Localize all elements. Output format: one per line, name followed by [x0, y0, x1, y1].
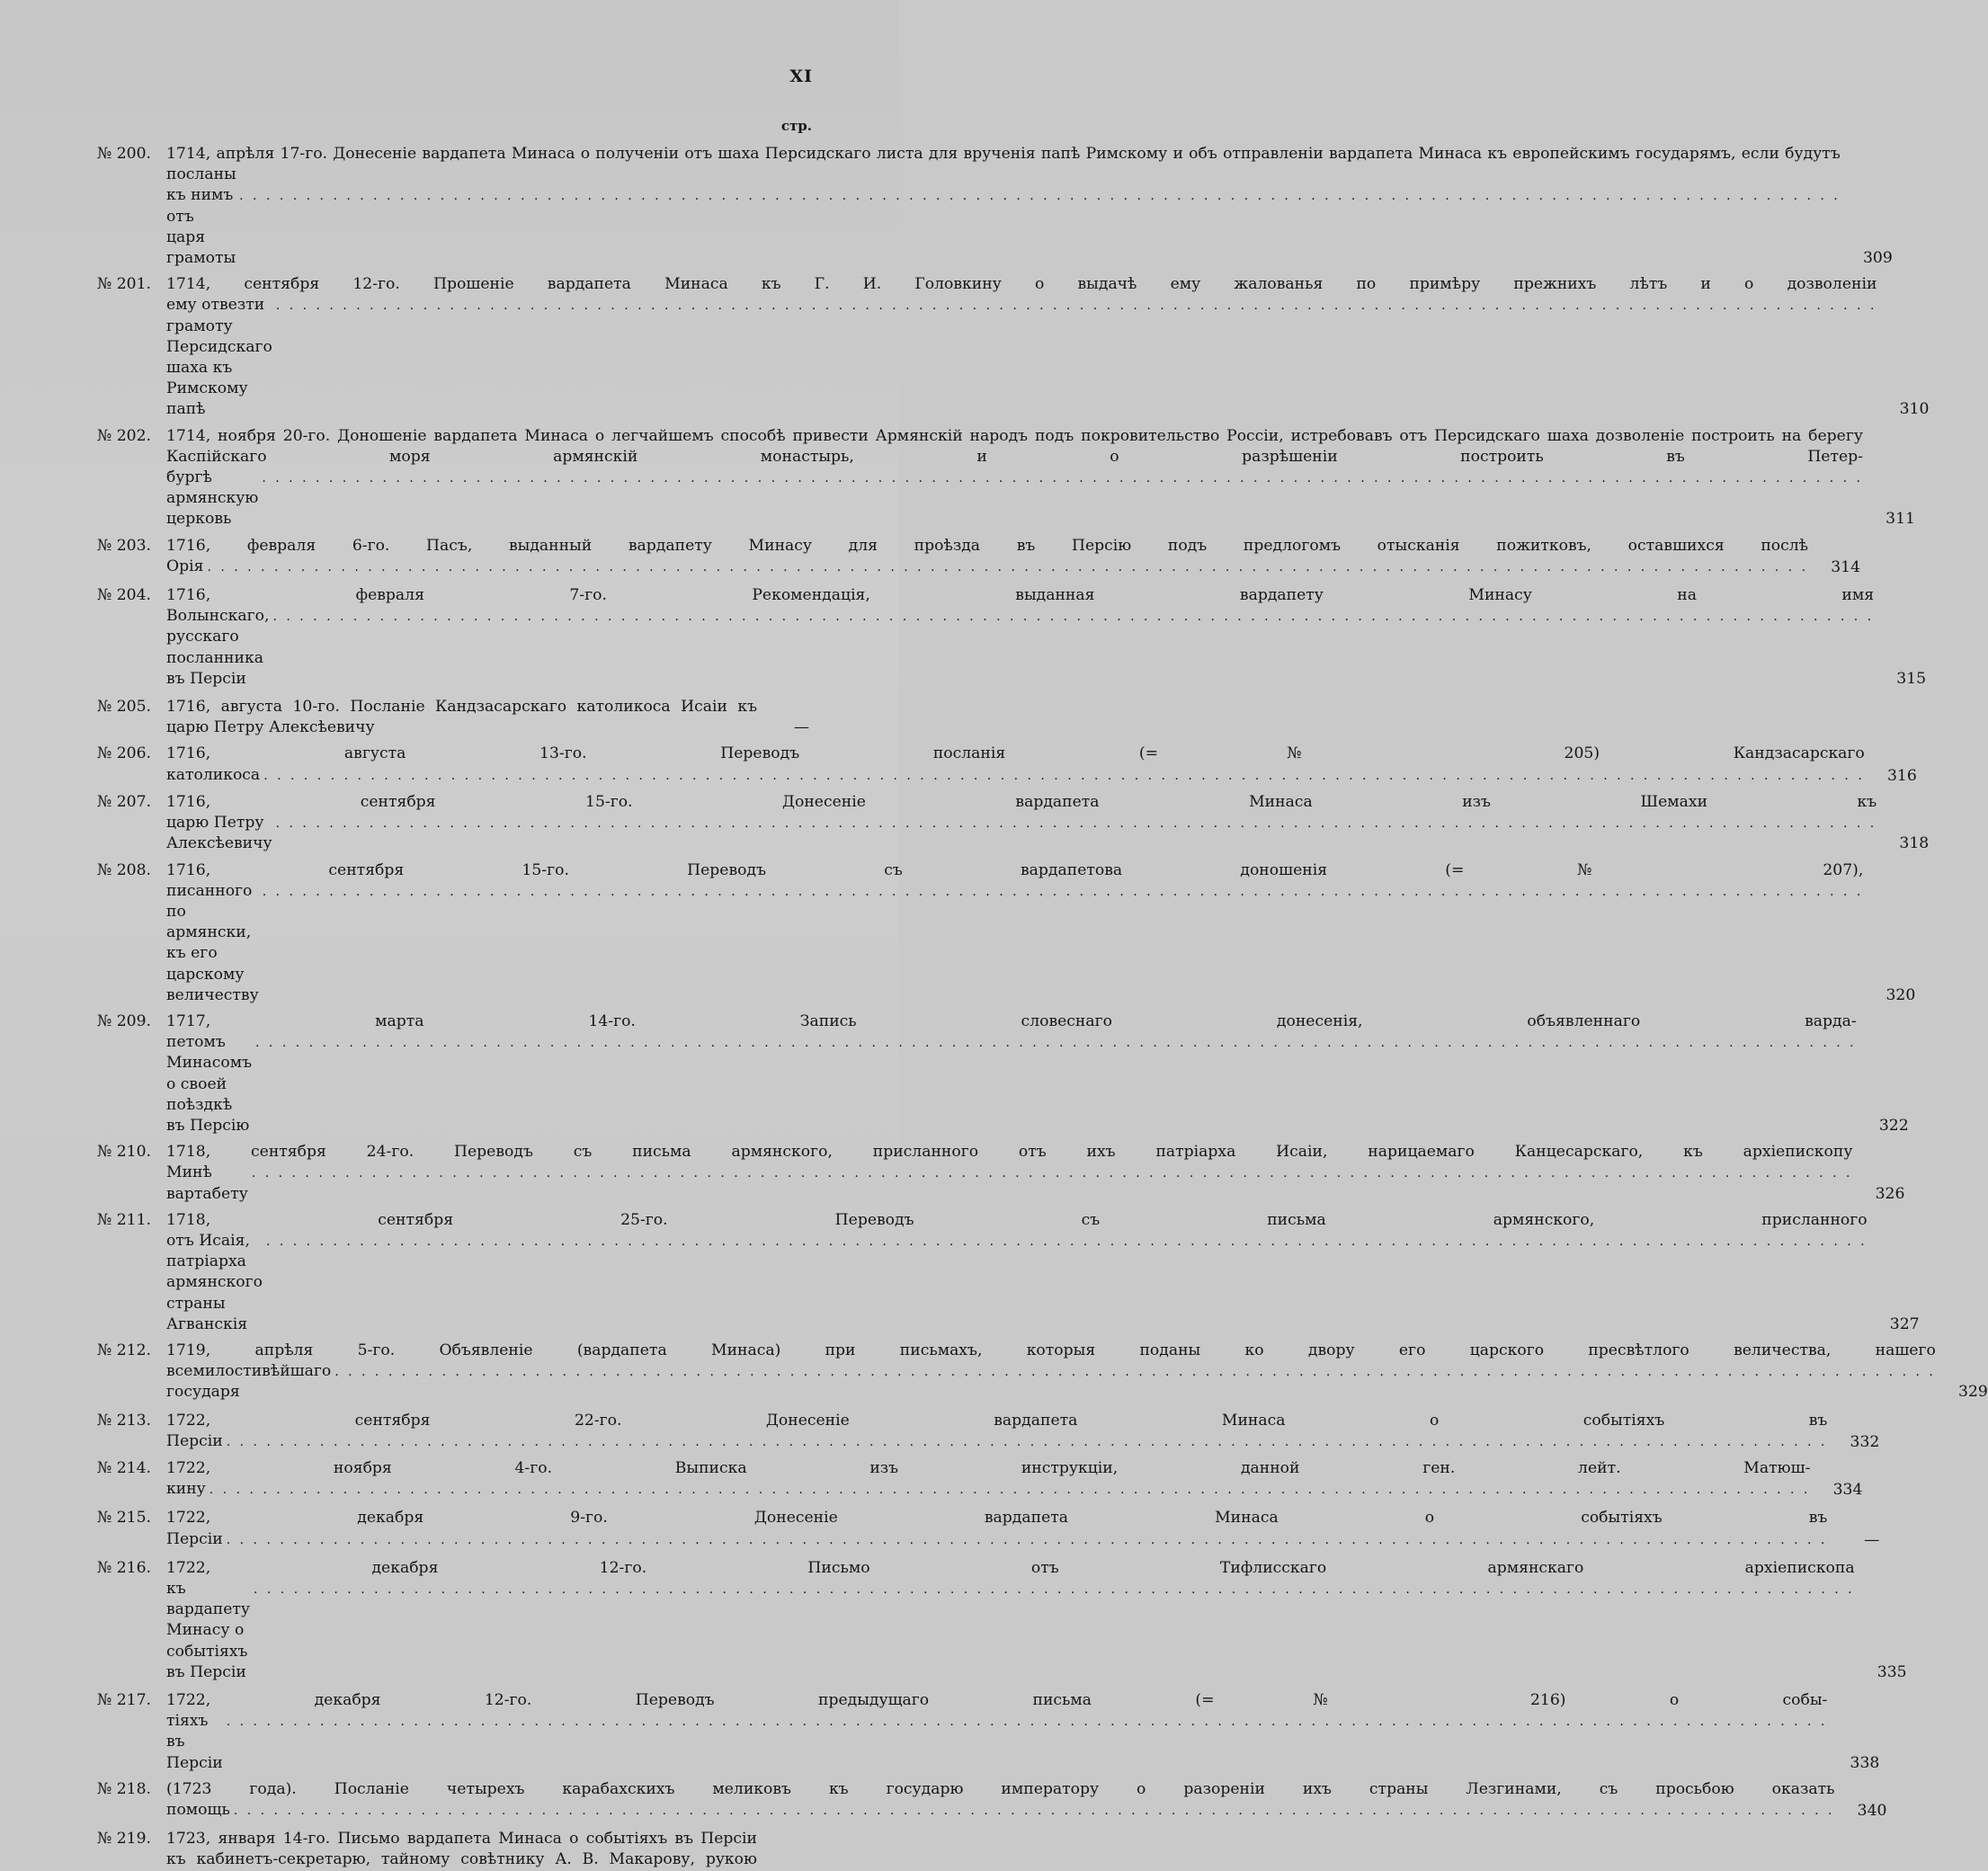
- entry-text: всемилостивѣйшаго государя: [166, 1362, 332, 1402]
- dot-leader: . . . . . . . . . . . . . . . . . . . . . . . . . . . . . . . . . . . . . . . . . . . . . . . . . . . . . . . . . . . . . . . . . . . . . . . . . . . . . . . . . . . . . . . . . . . . . . . . . . . . . . . . . . . . . . . . . . . . . . . .: [272, 610, 1875, 625]
- entry-text: католикоса: [166, 765, 261, 784]
- dot-leader: . . . . . . . . . . . . . . . . . . . . . . . . . . . . . . . . . . . . . . . . . . . . . . . . . . . . . . . . . . . . . . . . . . . . . . . . . . . . . . . . . . . . . . . . . . . . . . . . . . . . . . . . . . . . . . . . . . . . . . . .: [226, 1715, 1828, 1730]
- entry-last-line: [166, 1479, 1810, 1501]
- toc-entry: [97, 274, 1930, 420]
- entry-page-ref: 335: [1877, 1662, 1907, 1681]
- entry-last-line: [166, 468, 1863, 530]
- toc-entry: [97, 144, 1893, 269]
- entry-text: 1722, декабря 12-го. Письмо отъ Тифлисскаго армянскаго архіепископа: [166, 1558, 1855, 1577]
- entry-text: Орія: [166, 557, 204, 575]
- entry-body: [166, 1829, 809, 1870]
- entry-page-ref: 332: [1850, 1432, 1880, 1451]
- entry-number: № 213.: [97, 1411, 151, 1430]
- toc-entry: [97, 1458, 1863, 1501]
- entry-text: Минѣ вартабету: [166, 1163, 248, 1203]
- entry-text: царю Петру Алексѣевичу: [166, 814, 272, 853]
- toc-entry: [97, 1142, 1905, 1205]
- entry-page-ref: 318: [1899, 834, 1930, 853]
- dot-leader: . . . . . . . . . . . . . . . . . . . . . . . . . . . . . . . . . . . . . . . . . . . . . . . . . . . . . . . . . . . . . . . . . . . . . . . . . . . . . . . . . . . . . . . . . . . . . . . . . . . . . . . . . . . . . . . . . . . . . . . .: [334, 1365, 1936, 1380]
- dot-leader: . . . . . . . . . . . . . . . . . . . . . . . . . . . . . . . . . . . . . . . . . . . . . . . . . . . . . . . . . . . . . . . . . . . . . . . . . . . . . . . . . . . . . . . . . . . . . . . . . . . . . . . . . . . . . . . . . . . . . . . .: [262, 884, 1864, 899]
- entry-last-line: [166, 765, 1865, 787]
- entry-body: [166, 426, 1915, 530]
- entry-last-line: [166, 1231, 1868, 1335]
- toc-entry: [97, 1779, 1887, 1822]
- entry-page-ref: 338: [1850, 1753, 1880, 1772]
- toc-entry: [97, 1341, 1988, 1403]
- entry-page-ref: 309: [1862, 249, 1893, 268]
- entry-last-line: [166, 1800, 1834, 1822]
- entry-page-ref: 320: [1885, 985, 1916, 1004]
- dot-leader: . . . . . . . . . . . . . . . . . . . . . . . . . . . . . . . . . . . . . . . . . . . . . . . . . . . . . . . . . . . . . . . . . . . . . . . . . . . . . . . . . . . . . . . . . . . . . . . . . . . . . . . . . . . . . . . . . . . . . . . .: [265, 1234, 1868, 1249]
- entry-page-ref: 314: [1831, 557, 1861, 576]
- entry-page-ref: 329: [1958, 1383, 1988, 1402]
- entry-page-ref: 326: [1875, 1184, 1905, 1203]
- toc-entry: [97, 1011, 1909, 1136]
- entry-last-line: [166, 1579, 1855, 1683]
- entry-number: № 211.: [97, 1210, 151, 1229]
- entry-text: Персіи: [166, 1529, 223, 1548]
- entry-page-ref: 316: [1886, 766, 1917, 785]
- dot-leader: . . . . . . . . . . . . . . . . . . . . . . . . . . . . . . . . . . . . . . . . . . . . . . . . . . . . . . . . . . . . . . . . . . . . . . . . . . . . . . . . . . . . . . . . . . . . . . . . . . . . . . . . . . . . . . . . . . . . . . . .: [275, 298, 1877, 314]
- entry-text: 1717, марта 14-го. Запись словеснаго донесенія, объявленнаго варда-: [166, 1011, 1857, 1030]
- toc-entry: [97, 1829, 809, 1870]
- toc-entry: [97, 1558, 1907, 1683]
- entry-page-ref: 310: [1899, 400, 1930, 419]
- entry-body: [166, 274, 1929, 420]
- toc-entry: [97, 1411, 1880, 1453]
- toc-entry: [97, 1690, 1880, 1774]
- entry-last-line: [166, 1529, 1827, 1551]
- entry-last-line: [166, 185, 1841, 269]
- entry-number: № 206.: [97, 744, 151, 763]
- entry-text: писанного по армянски, къ его царскому величеству: [166, 881, 259, 1004]
- entry-page-ref: 315: [1896, 669, 1927, 688]
- entry-number: № 201.: [97, 275, 151, 294]
- dot-leader: . . . . . . . . . . . . . . . . . . . . . . . . . . . . . . . . . . . . . . . . . . . . . . . . . . . . . . . . . . . . . . . . . . . . . . . . . . . . . . . . . . . . . . . . . . . . . . . . . . . . . . . . . . . . . . . . . . . . . . . .: [233, 1804, 1835, 1819]
- entry-last-line: [166, 1032, 1857, 1136]
- entry-text: 1714, ноября 20-го. Доношеніе вардапета Минаса о легчайшемъ способѣ привести Армянскій народъ подъ покровительство Россіи, истребовавъ отъ Персидскаго шаха дозволеніе построить на берегу Каспійскаго моря армянскій монастырь, и о разрѣшеніи построить въ Петер-: [166, 426, 1863, 466]
- entry-text: отъ Исаія, патріарха армянского страны Агванскія: [166, 1231, 263, 1333]
- toc-entry: [97, 697, 809, 738]
- entry-number: № 208.: [97, 860, 151, 879]
- entry-page-ref: 340: [1857, 1802, 1887, 1821]
- entry-body: [166, 744, 1917, 786]
- dot-leader: . . . . . . . . . . . . . . . . . . . . . . . . . . . . . . . . . . . . . . . . . . . . . . . . . . . . . . . . . . . . . . . . . . . . . . . . . . . . . . . . . . . . . . . . . . . . . . . . . . . . . . . . . . . . . . . . . . . . . . . .: [239, 189, 1841, 204]
- entry-text: 1716, августа 10-го. Посланіе Кандзасарскаго католикоса Исаіи къ: [166, 698, 757, 717]
- entry-body: [166, 1558, 1907, 1683]
- entry-text: помощь: [166, 1801, 230, 1820]
- toc-entry: [97, 536, 1861, 578]
- entry-text: ему отвезти грамоту Персидскаго шаха къ Римскому папѣ: [166, 296, 272, 419]
- entry-text: 1716, февраля 7-го. Рекомендація, выданная вардапету Минасу на имя: [166, 586, 1875, 605]
- entry-number: № 204.: [97, 586, 151, 605]
- toc-entry: [97, 1508, 1880, 1550]
- entry-text: царю Петру Алексѣевичу: [166, 718, 375, 737]
- entry-number: № 203.: [97, 536, 151, 555]
- dot-leader: . . . . . . . . . . . . . . . . . . . . . . . . . . . . . . . . . . . . . . . . . . . . . . . . . . . . . . . . . . . . . . . . . . . . . . . . . . . . . . . . . . . . . . . . . . . . . . . . . . . . . . . . . . . . . . . . . . . . . . . .: [207, 559, 1809, 575]
- entry-text: кину: [166, 1480, 206, 1499]
- toc-entry: [97, 585, 1927, 690]
- dot-leader: . . . . . . . . . . . . . . . . . . . . . . . . . . . . . . . . . . . . . . . . . . . . . . . . . . . . . . . . . . . . . . . . . . . . . . . . . . . . . . . . . . . . . . . . . . . . . . . . . . . . . . . . . . . . . . . . . . . . . . . .: [263, 768, 1865, 783]
- entry-number: № 210.: [97, 1143, 151, 1162]
- entry-body: [166, 144, 1893, 269]
- entry-body: [166, 1690, 1879, 1774]
- entry-text: бургѣ армянскую церковь: [166, 468, 259, 529]
- entry-number: № 207.: [97, 792, 151, 811]
- page-number: XI: [789, 67, 813, 86]
- toc-entry: [97, 860, 1916, 1006]
- entry-body: [166, 585, 1926, 690]
- entry-number: № 200.: [97, 145, 151, 163]
- toc-entry: [97, 792, 1930, 855]
- dot-leader: . . . . . . . . . . . . . . . . . . . . . . . . . . . . . . . . . . . . . . . . . . . . . . . . . . . . . . . . . . . . . . . . . . . . . . . . . . . . . . . . . . . . . . . . . . . . . . . . . . . . . . . . . . . . . . . . . . . . . . . .: [251, 1166, 1853, 1181]
- toc-entry: [97, 744, 1917, 786]
- entry-text: къ нимъ отъ царя грамоты: [166, 186, 236, 268]
- entry-body: [166, 860, 1915, 1006]
- entry-number: № 214.: [97, 1458, 151, 1477]
- entry-last-line: [166, 606, 1874, 690]
- entry-last-line: [166, 813, 1877, 854]
- entry-text: 1718, сентября 24-го. Переводъ съ письма армянского, присланного отъ ихъ патріарха Исаіи, нарицаемаго Канцесарскаго, къ архіепископу: [166, 1143, 1853, 1162]
- dot-leader: . . . . . . . . . . . . . . . . . . . . . . . . . . . . . . . . . . . . . . . . . . . . . . . . . . . . . . . . . . . . . . . . . . . . . . . . . . . . . . . . . . . . . . . . . . . . . . . . . . . . . . . . . . . . . . . . . . . . . . . .: [254, 1582, 1855, 1597]
- entry-body: [166, 1210, 1920, 1335]
- entry-text: къ вардапету Минасу о событіяхъ въ Персіи: [166, 1580, 251, 1681]
- entry-text: тіяхъ въ Персіи: [166, 1712, 223, 1772]
- entry-number: № 215.: [97, 1509, 151, 1528]
- entry-text: 1723, января 14-го. Письмо вардапета Минаса о событіяхъ въ Персіи къ кабинетъ-секретарю, тайному совѣтнику А. В. Макарову, рукою: [166, 1830, 757, 1869]
- entry-body: [166, 1458, 1862, 1501]
- entry-text: 1722, декабря 9-го. Донесеніе вардапета Минаса о событіяхъ въ: [166, 1509, 1828, 1528]
- toc-entry: [97, 426, 1915, 530]
- entry-body: [166, 1508, 1879, 1550]
- entry-number: № 202.: [97, 426, 151, 445]
- entry-page-ref: 322: [1878, 1116, 1909, 1135]
- entry-page-ref: 327: [1889, 1314, 1920, 1333]
- entry-last-line: [166, 881, 1863, 1006]
- entry-text: 1714, апрѣля 17-го. Донесеніе вардапета Минаса о полученіи отъ шаха Персидскаго листа для врученія папѣ Римскому и объ отправленіи вардапета Минаса къ европейскимъ государямъ, если будутъ посланы: [166, 145, 1841, 184]
- entry-text: 1718, сентября 25-го. Переводъ съ письма армянского, присланного: [166, 1210, 1868, 1229]
- entry-body: [166, 1411, 1879, 1453]
- dot-leader: . . . . . . . . . . . . . . . . . . . . . . . . . . . . . . . . . . . . . . . . . . . . . . . . . . . . . . . . . . . . . . . . . . . . . . . . . . . . . . . . . . . . . . . . . . . . . . . . . . . . . . . . . . . . . . . . . . . . . . . .: [226, 1434, 1828, 1449]
- entry-body: [166, 1341, 1988, 1403]
- dot-leader: . . . . . . . . . . . . . . . . . . . . . . . . . . . . . . . . . . . . . . . . . . . . . . . . . . . . . . . . . . . . . . . . . . . . . . . . . . . . . . . . . . . . . . . . . . . . . . . . . . . . . . . . . . . . . . . . . . . . . . . .: [262, 471, 1863, 486]
- entry-text: 1722, декабря 12-го. Переводъ предыдущаго письма (=№ 216) о собы-: [166, 1691, 1828, 1710]
- entry-text: 1716, августа 13-го. Переводъ посланія (=№ 205) Кандзасарскаго: [166, 744, 1865, 763]
- entry-text: Персіи: [166, 1431, 223, 1450]
- entry-last-line: [166, 1431, 1827, 1453]
- entry-text: 1716, февраля 6-го. Пасъ, выданный вардапету Минасу для проѣзда въ Персію подъ предлогомъ отысканія пожитковъ, оставшихся послѣ: [166, 536, 1809, 555]
- entry-last-line: [166, 295, 1877, 420]
- entry-number: № 216.: [97, 1558, 151, 1577]
- entry-number: № 212.: [97, 1341, 151, 1359]
- entry-text: петомъ Минасомъ о своей поѣздкѣ въ Персію: [166, 1033, 253, 1135]
- entry-last-line: [166, 1711, 1827, 1774]
- entry-last-line: [166, 717, 757, 738]
- entry-text: 1714, сентября 12-го. Прошеніе вардапета Минаса къ Г. И. Головкину о выдачѣ ему жалованья по примѣру прежнихъ лѣтъ и о дозволеніи: [166, 275, 1877, 294]
- entry-last-line: [166, 1361, 1936, 1403]
- dot-leader: . . . . . . . . . . . . . . . . . . . . . . . . . . . . . . . . . . . . . . . . . . . . . . . . . . . . . . . . . . . . . . . . . . . . . . . . . . . . . . . . . . . . . . . . . . . . . . . . . . . . . . . . . . . . . . . . . . . . . . . .: [209, 1483, 1811, 1498]
- toc-entry: [97, 1210, 1920, 1335]
- entry-page-ref: —: [1864, 1530, 1880, 1549]
- entry-text: 1719, апрѣля 5-го. Объявленіе (вардапета Минаса) при письмахъ, которыя поданы ко двору его царского пресвѣтлого величества, нашего: [166, 1341, 1936, 1359]
- dot-leader: . . . . . . . . . . . . . . . . . . . . . . . . . . . . . . . . . . . . . . . . . . . . . . . . . . . . . . . . . . . . . . . . . . . . . . . . . . . . . . . . . . . . . . . . . . . . . . . . . . . . . . . . . . . . . . . . . . . . . . . .: [275, 816, 1877, 832]
- entry-number: № 209.: [97, 1011, 151, 1030]
- entry-page-ref: 334: [1832, 1481, 1863, 1500]
- entry-number: № 217.: [97, 1691, 151, 1710]
- entry-body: [166, 1011, 1909, 1136]
- entry-text: 1722, ноября 4-го. Выписка изъ инструкціи, данной ген. лейт. Матюш-: [166, 1458, 1811, 1477]
- table-of-contents: [97, 138, 1988, 1871]
- entry-body: [166, 1779, 1886, 1822]
- entry-number: № 205.: [97, 698, 151, 717]
- entry-body: [166, 1142, 1904, 1205]
- column-header-pages: стр.: [780, 118, 812, 134]
- entry-text: 1716, сентября 15-го. Переводъ съ вардапетова доношенія (=№ 207),: [166, 860, 1864, 879]
- entry-body: [166, 536, 1860, 578]
- entry-number: № 219.: [97, 1830, 151, 1849]
- entry-page-ref: 311: [1885, 510, 1915, 529]
- entry-text: Волынскаго, русскаго посланника въ Персіи: [166, 607, 270, 688]
- entry-text: 1716, сентября 15-го. Донесеніе вардапета Минаса изъ Шемахи къ: [166, 792, 1877, 811]
- entry-number: № 218.: [97, 1779, 151, 1798]
- entry-page-ref: —: [793, 718, 809, 737]
- entry-text: 1722, сентября 22-го. Донесеніе вардапета Минаса о событіяхъ въ: [166, 1411, 1828, 1430]
- entry-last-line: [166, 1163, 1852, 1204]
- entry-body: [166, 697, 809, 738]
- dot-leader: . . . . . . . . . . . . . . . . . . . . . . . . . . . . . . . . . . . . . . . . . . . . . . . . . . . . . . . . . . . . . . . . . . . . . . . . . . . . . . . . . . . . . . . . . . . . . . . . . . . . . . . . . . . . . . . . . . . . . . . .: [255, 1036, 1857, 1051]
- entry-last-line: [166, 557, 1808, 578]
- entry-body: [166, 792, 1929, 855]
- dot-leader: . . . . . . . . . . . . . . . . . . . . . . . . . . . . . . . . . . . . . . . . . . . . . . . . . . . . . . . . . . . . . . . . . . . . . . . . . . . . . . . . . . . . . . . . . . . . . . . . . . . . . . . . . . . . . . . . . . . . . . . .: [226, 1532, 1828, 1547]
- entry-text: (1723 года). Посланіе четырехъ карабахскихъ меликовъ къ государю императору о разореніи ихъ страны Лезгинами, съ просьбою оказать: [166, 1779, 1835, 1798]
